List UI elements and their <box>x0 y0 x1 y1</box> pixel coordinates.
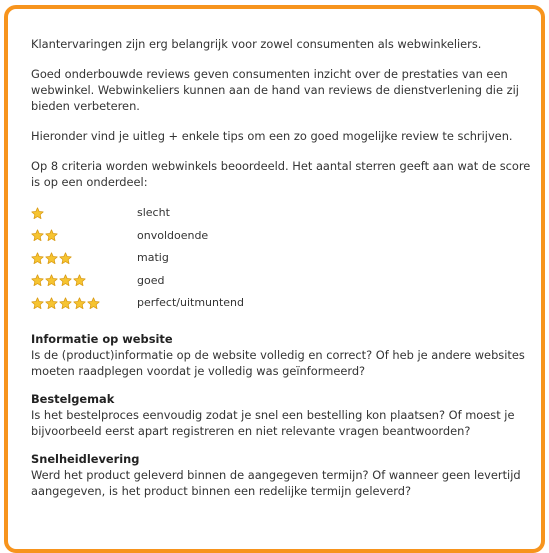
rating-row <box>31 225 531 248</box>
intro-paragraph-1: Klantervaringen zijn erg belangrijk voor zowel consumenten als webwinkeliers. <box>31 37 482 51</box>
star-rating-2 <box>31 229 137 242</box>
section-title: Bestelgemak <box>31 391 115 406</box>
star-rating-4 <box>31 274 137 287</box>
star-icon <box>45 252 58 265</box>
star-icon <box>45 297 58 310</box>
star-icon <box>31 207 44 220</box>
review-guide <box>31 36 531 511</box>
star-icon <box>59 297 72 310</box>
star-icon <box>45 274 58 287</box>
rating-row <box>31 202 531 225</box>
star-icon <box>31 297 44 310</box>
rating-label: matig <box>137 251 169 265</box>
section-bestelgemak <box>31 391 531 439</box>
rating-label: goed <box>137 273 165 287</box>
star-icon <box>59 252 72 265</box>
star-icon <box>31 274 44 287</box>
rating-label: onvoldoende <box>137 228 209 242</box>
star-icon <box>59 274 72 287</box>
section-text: Is de (product)informatie op de website volledig en correct? Of heb je andere websites moeten raadplegen voordat je volledig was geïnformeerd? <box>31 347 525 378</box>
star-icon <box>45 229 58 242</box>
intro-paragraph-3: Hieronder vind je uitleg + enkele tips om een zo goed mogelijke review te schrijven. <box>31 129 513 143</box>
rating-label: slecht <box>137 206 170 220</box>
section-informatie <box>31 331 531 379</box>
section-text: Werd het product geleverd binnen de aangegeven termijn? Of wanneer geen levertijd aangegeven, is het product binnen een redelijke termijn geleverd? <box>31 467 521 498</box>
star-icon <box>87 297 100 310</box>
star-icon <box>73 274 86 287</box>
star-icon <box>73 297 86 310</box>
star-icon <box>31 252 44 265</box>
intro-paragraph-4: Op 8 criteria worden webwinkels beoordeeld. Het aantal sterren geeft aan wat de score is op een onderdeel: <box>31 159 531 189</box>
rating-row <box>31 270 531 293</box>
star-rating-5 <box>31 297 137 310</box>
rating-legend <box>31 202 531 315</box>
section-title: Snelheidlevering <box>31 451 140 466</box>
star-rating-3 <box>31 252 137 265</box>
star-rating-1 <box>31 207 137 220</box>
rating-row <box>31 247 531 270</box>
section-title: Informatie op website <box>31 331 173 346</box>
intro-paragraph-2: Goed onderbouwde reviews geven consumenten inzicht over de prestaties van een webwinkel. Webwinkeliers kunnen aan de hand van reviews de dienstverlening die zij bieden verbeteren. <box>31 67 519 113</box>
section-snelheidlevering <box>31 451 531 499</box>
rating-row <box>31 292 531 315</box>
section-text: Is het bestelproces eenvoudig zodat je snel een bestelling kon plaatsen? Of moest je bijvoorbeeld eerst apart registreren en niet relevante vragen beantwoorden? <box>31 407 515 438</box>
rating-label: perfect/uitmuntend <box>137 296 245 310</box>
star-icon <box>31 229 44 242</box>
